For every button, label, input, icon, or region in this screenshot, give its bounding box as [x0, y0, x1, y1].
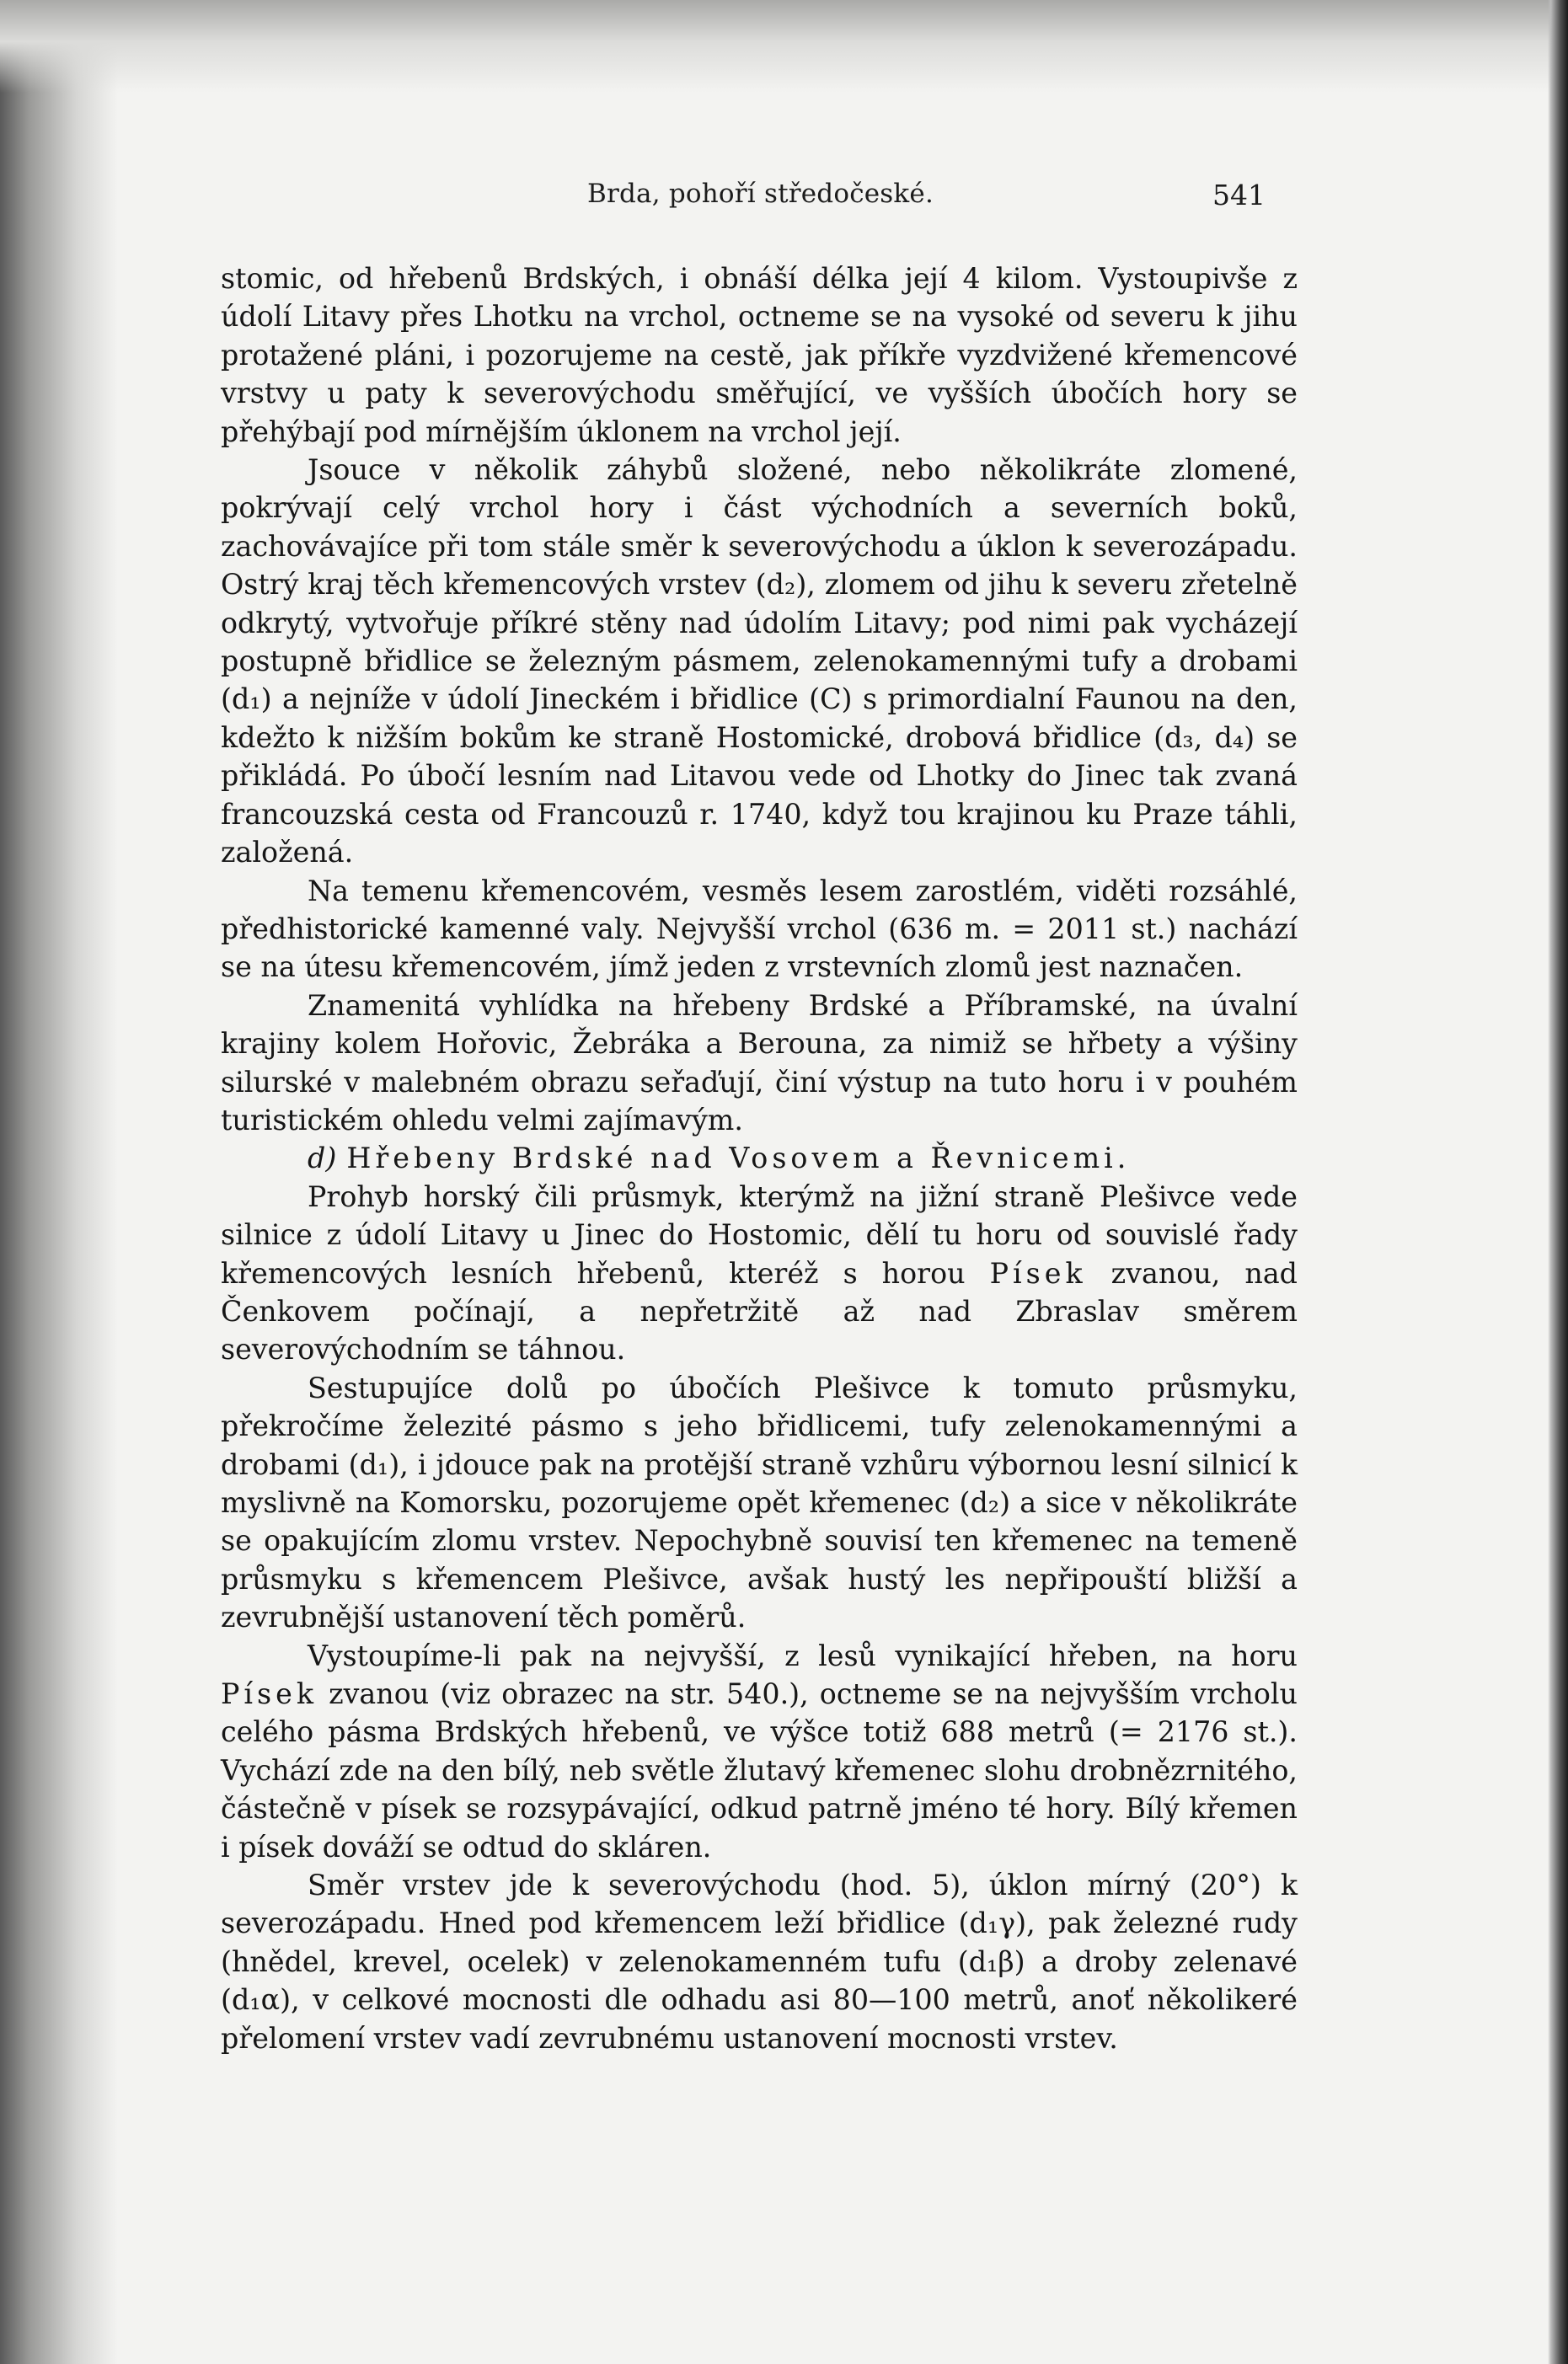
binding-shadow	[0, 0, 118, 2364]
paragraph	[221, 1637, 1298, 1866]
paragraph-text: Prohyb horský čili průsmyk, kterýmž na jižní straně Plešivce vede silnice z údolí Litavy u Jinec do Hostomic, dělí tu horu od souvislé řady křemencových lesních hřebenů, kteréž s horou	[221, 1179, 1298, 1290]
page-edge	[1548, 0, 1568, 2364]
running-head	[221, 179, 1266, 226]
section-letter: d)	[308, 1142, 337, 1175]
top-shadow	[0, 0, 1568, 93]
body-text	[221, 259, 1298, 2057]
page-number: 541	[1212, 179, 1266, 211]
paragraph: Znamenitá vyhlídka na hřebeny Brdské a Příbramské, na úvalní krajiny kolem Hořovic, Žebráka a Berouna, za nimiž se hřbety a výšiny silurské v malebném obrazu seřaďují, činí výstup na tuto horu i v pouhém turistickém ohledu velmi zajímavým.	[221, 988, 1298, 1137]
section-heading	[221, 1139, 1298, 1177]
paragraph: stomic, od hřebenů Brdských, i obnáší délka její 4 kilom. Vystoupivše z údolí Litavy přes Lhotku na vrchol, octneme se na vysoké od severu k jihu protažené pláni, i pozorujeme na cestě, jak příkře vyzdvižené křemencové vrstvy u paty k severovýchodu směřující, ve vyšších úbočích hory se přehýbají pod mírnějším úklonem na vrchol její.	[221, 262, 1298, 448]
spaced-term: Písek	[221, 1677, 318, 1711]
paragraph: Jsouce v několik záhybů složené, nebo několikráte zlomené, pokrývají celý vrchol hory i část východních a severních boků, zachovávajíce při tom stále směr k severovýchodu a úklon k severozápadu. Ostrý kraj těch křemencových vrstev (d₂), zlomem od jihu k severu zřetelně odkrytý, vytvořuje příkré stěny nad údolím Litavy; pod nimi pak vycházejí postupně břidlice se železným pásmem, zelenokamennými tufy a drobami (d₁) a nejníže v údolí Jineckém i břidlice (C) s primordialní Faunou na den, kdežto k nižším bokům ke straně Hostomické, drobová břidlice (d₃, d₄) se přikládá. Po úbočí lesním nad Litavou vede od Lhotky do Jinec tak zvaná francouzská cesta od Francouzů r. 1740, když tou krajinou ku Praze táhli, založená.	[221, 453, 1298, 869]
paragraph: Sestupujíce dolů po úbočích Plešivce k tomuto průsmyku, překročíme železité pásmo s jeho břidlicemi, tufy zelenokamennými a drobami (d₁), i jdouce pak na protější straně vzhůru výbornou lesní silnicí k myslivně na Komorsku, pozorujeme opět křemenec (d₂) a sice v několikráte se opakujícím zlomu vrstev. Nepochybně souvisí ten křemenec na temeně průsmyku s křemencem Plešivce, avšak hustý les nepřipouští bližší a zevrubnější ustanovení těch poměrů.	[221, 1371, 1298, 1634]
section-title: Hřebeny Brdské nad Vosovem a Řevnicemi.	[346, 1142, 1131, 1175]
paragraph-text: zvanou (viz obrazec na str. 540.), octneme se na nejvyšším vrcholu celého pásma Brdských hřebenů, ve výšce totiž 688 metrů (= 2176 st.). Vychází zde na den bílý, neb světle žlutavý křemenec slohu drobnězrnitého, částečně v písek se rozsypávající, odkud patrně jméno té hory. Bílý křemen i písek dováží se odtud do skláren.	[221, 1677, 1298, 1864]
paragraph: Na temenu křemencovém, vesměs lesem zarostlém, viděti rozsáhlé, předhistorické kamenné valy. Nejvyšší vrchol (636 m. = 2011 st.) nachází se na útesu křemencovém, jímž jeden z vrstevních zlomů jest naznačen.	[221, 874, 1298, 984]
paragraph-text: Vystoupíme-li pak na nejvyšší, z lesů vynikající hřeben, na horu	[308, 1639, 1298, 1672]
paragraph-text: zvanou, nad Čenkovem počínají, a nepřetržitě až nad Zbraslav směrem severovýchodním se táhnou.	[221, 1256, 1298, 1367]
running-title: Brda, pohoří středočeské.	[587, 179, 934, 209]
paragraph: Směr vrstev jde k severovýchodu (hod. 5), úklon mírný (20°) k severozápadu. Hned pod křemencem leží břidlice (d₁γ), pak železné rudy (hnědel, krevel, ocelek) v zelenokamenném tufu (d₁β) a droby zelenavé (d₁α), v celkové mocnosti dle odhadu asi 80—100 metrů, anoť několikeré přelomení vrstev vadí zevrubnému ustanovení mocnosti vrstev.	[221, 1869, 1298, 2055]
paragraph	[221, 1178, 1298, 1369]
spaced-term: Písek	[989, 1256, 1087, 1290]
